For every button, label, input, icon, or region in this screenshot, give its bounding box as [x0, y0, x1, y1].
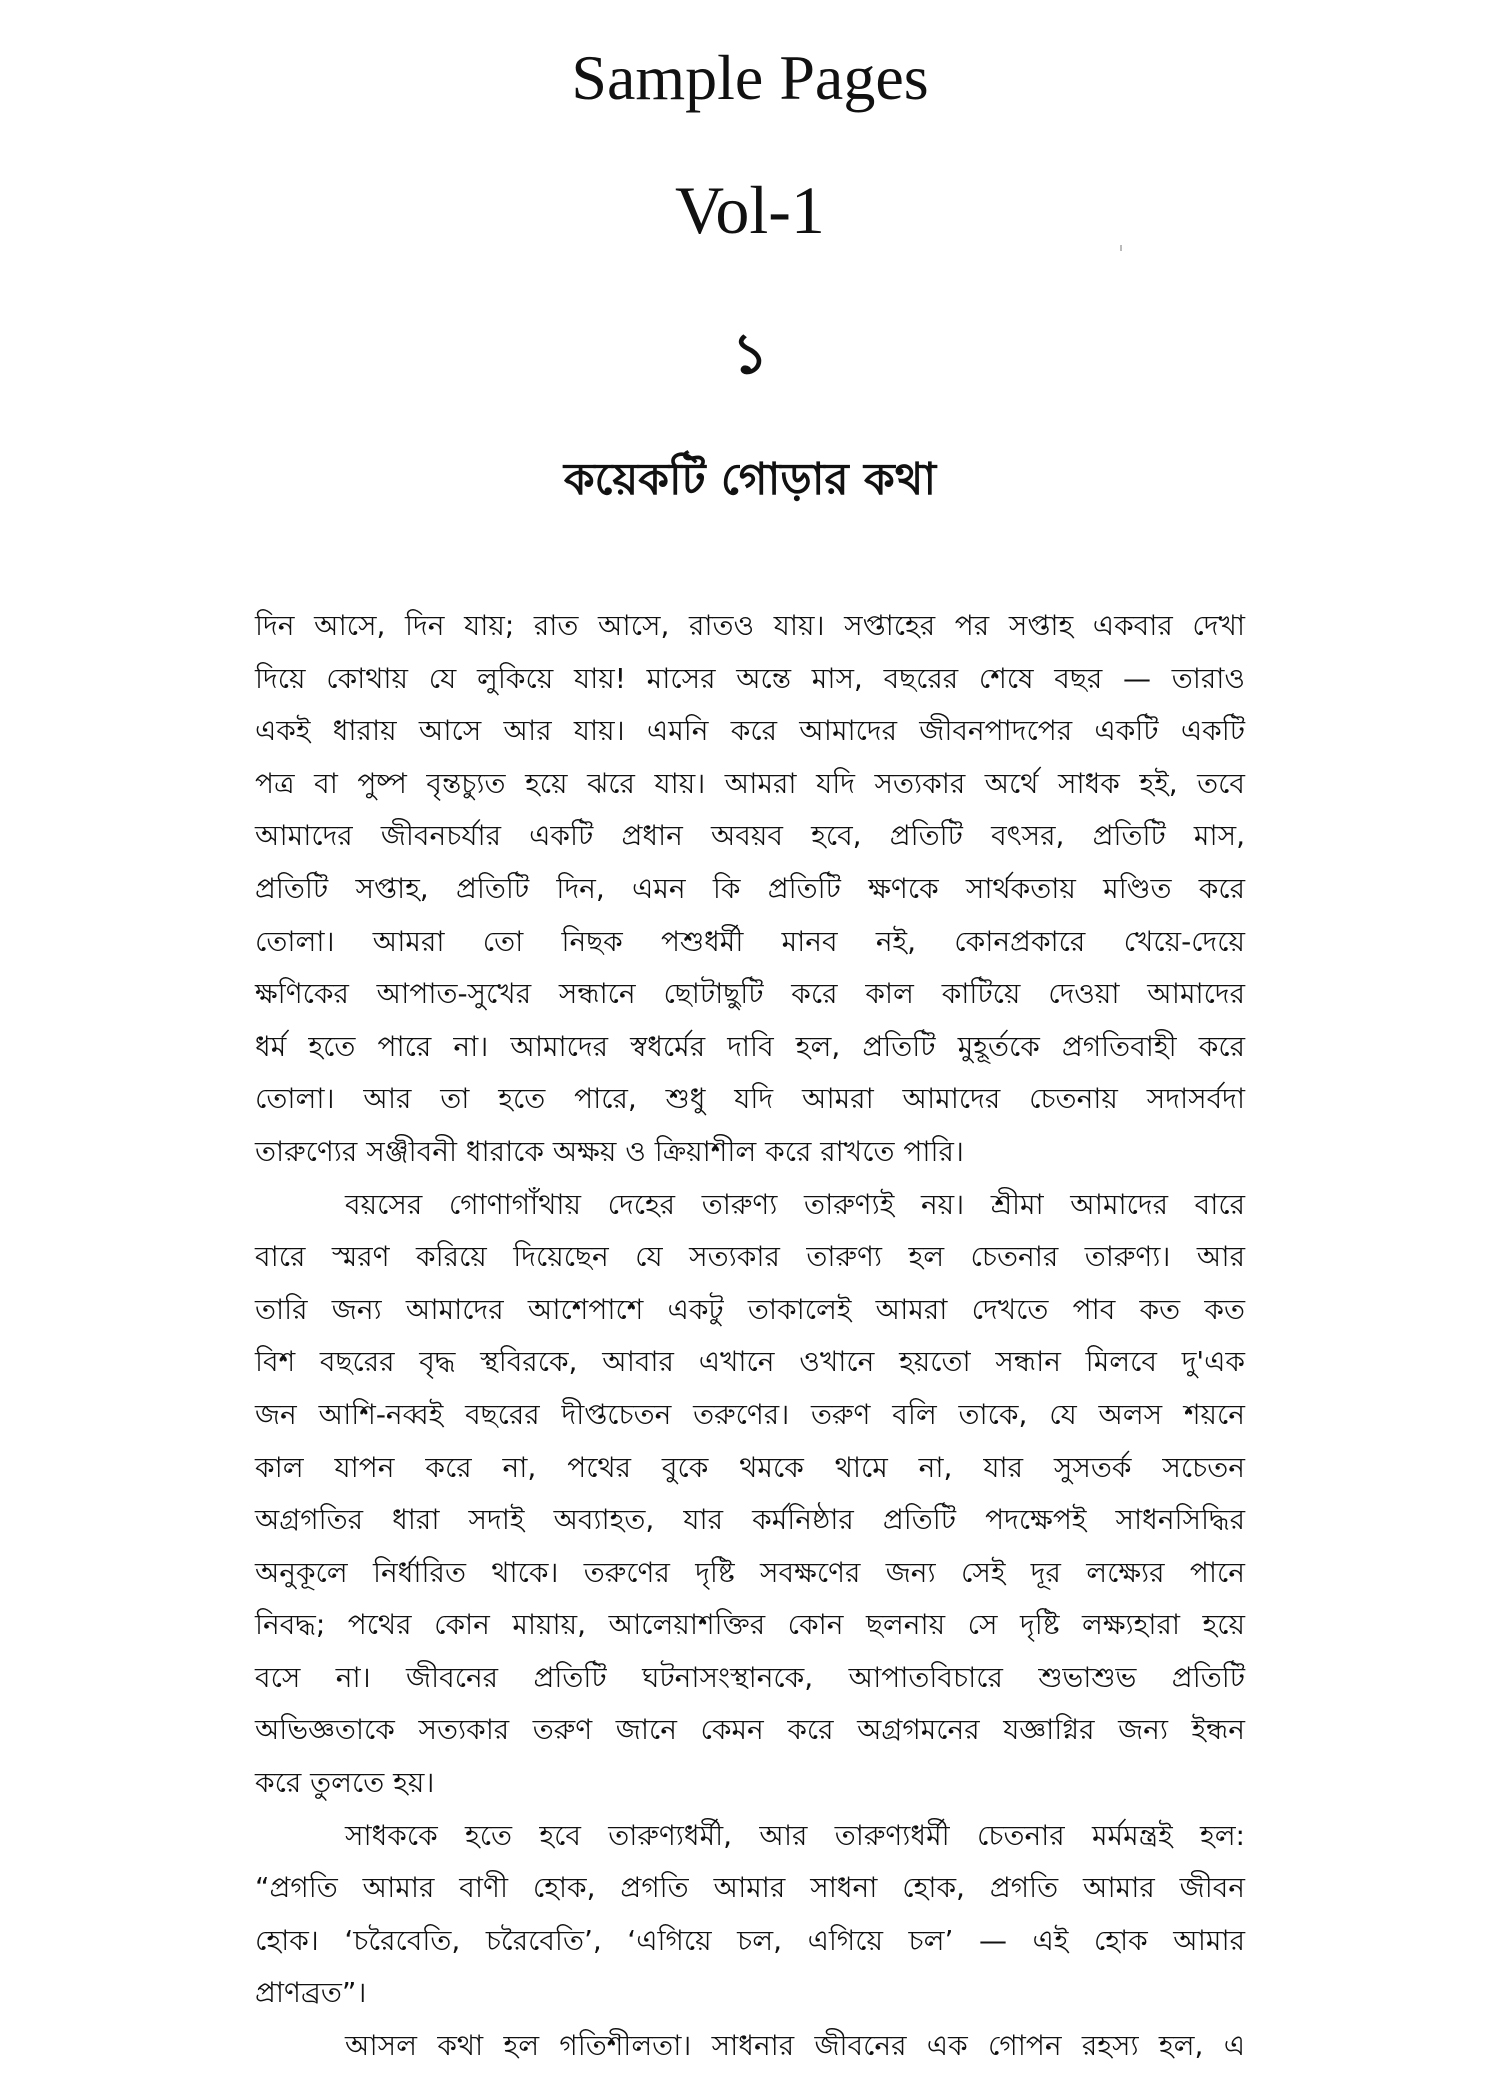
body-line: অগ্রগতির ধারা সদাই অব্যাহত, যার কর্মনিষ্ঠার প্রতিটি পদক্ষেপই সাধনসিদ্ধির — [255, 1503, 1245, 1537]
body-line: ক্ষণিকের আপাত-সুখের সন্ধানে ছোটাছুটি করে কাল কাটিয়ে দেওয়া আমাদের — [255, 977, 1245, 1011]
body-line: কাল যাপন করে না, পথের বুকে থমকে থামে না, যার সুসতর্ক সচেতন — [255, 1450, 1245, 1484]
body-line: প্রাণব্রত”। — [255, 1976, 367, 2010]
body-line: সাধককে হতে হবে তারুণ্যধর্মী, আর তারুণ্যধর্মী চেতনার মর্মমন্ত্রই হল: — [345, 1818, 1245, 1852]
body-line: দিয়ে কোথায় যে লুকিয়ে যায়! মাসের অন্তে মাস, বছরের শেষে বছর — তারাও — [255, 661, 1245, 695]
body-line: বিশ বছরের বৃদ্ধ স্থবিরকে, আবার এখানে ওখানে হয়তো সন্ধান মিলবে দু'এক — [255, 1345, 1245, 1379]
body-line: আসল কথা হল গতিশীলতা। সাধনার জীবনের এক গোপন রহস্য হল, এ — [345, 2029, 1245, 2063]
chapter-title: কয়েকটি গোড়ার কথা — [563, 454, 937, 505]
body-line: বসে না। জীবনের প্রতিটি ঘটনাসংস্থানকে, আপাতবিচারে শুভাশুভ প্রতিটি — [255, 1660, 1245, 1694]
body-line: হোক। ‘চরৈবেতি, চরৈবেতি’, ‘এগিয়ে চল, এগিয়ে চল’ — এই হোক আমার — [255, 1923, 1245, 1957]
body-line: তারি জন্য আমাদের আশেপাশে একটু তাকালেই আমরা দেখতে পাব কত কত — [255, 1292, 1245, 1326]
body-line: অনুকূলে নির্ধারিত থাকে। তরুণের দৃষ্টি সবক্ষণের জন্য সেই দূর লক্ষ্যের পানে — [255, 1555, 1245, 1589]
volume-label: Vol-1 — [675, 172, 825, 248]
page-header-title: Sample Pages — [571, 42, 929, 113]
body-line: বয়সের গোণাগাঁথায় দেহের তারুণ্য তারুণ্যই নয়। শ্রীমা আমাদের বারে — [345, 1187, 1245, 1221]
body-line: অভিজ্ঞতাকে সত্যকার তরুণ জানে কেমন করে অগ্রগমনের যজ্ঞাগ্নির জন্য ইন্ধন — [255, 1713, 1245, 1747]
chapter-number: ১ — [731, 322, 769, 387]
body-line: আমাদের জীবনচর্যার একটি প্রধান অবয়ব হবে, প্রতিটি বৎসর, প্রতিটি মাস, — [255, 819, 1245, 853]
body-line: জন আশি-নব্বই বছরের দীপ্তচেতন তরুণের। তরুণ বলি তাকে, যে অলস শয়নে — [255, 1397, 1245, 1431]
chapter-body — [255, 600, 1245, 2073]
body-line: একই ধারায় আসে আর যায়। এমনি করে আমাদের জীবনপাদপের একটি একটি — [255, 714, 1245, 748]
body-line: নিবদ্ধ; পথের কোন মায়ায়, আলেয়াশক্তির কোন ছলনায় সে দৃষ্টি লক্ষ্যহারা হয়ে — [255, 1608, 1245, 1642]
body-line: করে তুলতে হয়। — [255, 1766, 435, 1800]
body-line: পত্র বা পুষ্প বৃন্তচ্যুত হয়ে ঝরে যায়। আমরা যদি সত্যকার অর্থে সাধক হই, তবে — [255, 766, 1245, 800]
scan-speck — [1120, 245, 1122, 251]
body-line: তোলা। আমরা তো নিছক পশুধর্মী মানব নই, কোনপ্রকারে খেয়ে-দেয়ে — [255, 924, 1245, 958]
body-line: তোলা। আর তা হতে পারে, শুধু যদি আমরা আমাদের চেতনায় সদাসর্বদা — [255, 1082, 1245, 1116]
body-line: “প্রগতি আমার বাণী হোক, প্রগতি আমার সাধনা হোক, প্রগতি আমার জীবন — [255, 1871, 1245, 1905]
body-line: প্রতিটি সপ্তাহ, প্রতিটি দিন, এমন কি প্রতিটি ক্ষণকে সার্থকতায় মণ্ডিত করে — [255, 871, 1245, 905]
body-line: দিন আসে, দিন যায়; রাত আসে, রাতও যায়। সপ্তাহের পর সপ্তাহ একবার দেখা — [255, 609, 1245, 642]
body-line: ধর্ম হতে পারে না। আমাদের স্বধর্মের দাবি হল, প্রতিটি মুহূর্তকে প্রগতিবাহী করে — [255, 1029, 1245, 1063]
body-line: তারুণ্যের সঞ্জীবনী ধারাকে অক্ষয় ও ক্রিয়াশীল করে রাখতে পারি। — [255, 1134, 964, 1168]
body-line: বারে স্মরণ করিয়ে দিয়েছেন যে সত্যকার তারুণ্য হল চেতনার তারুণ্য। আর — [255, 1240, 1245, 1274]
